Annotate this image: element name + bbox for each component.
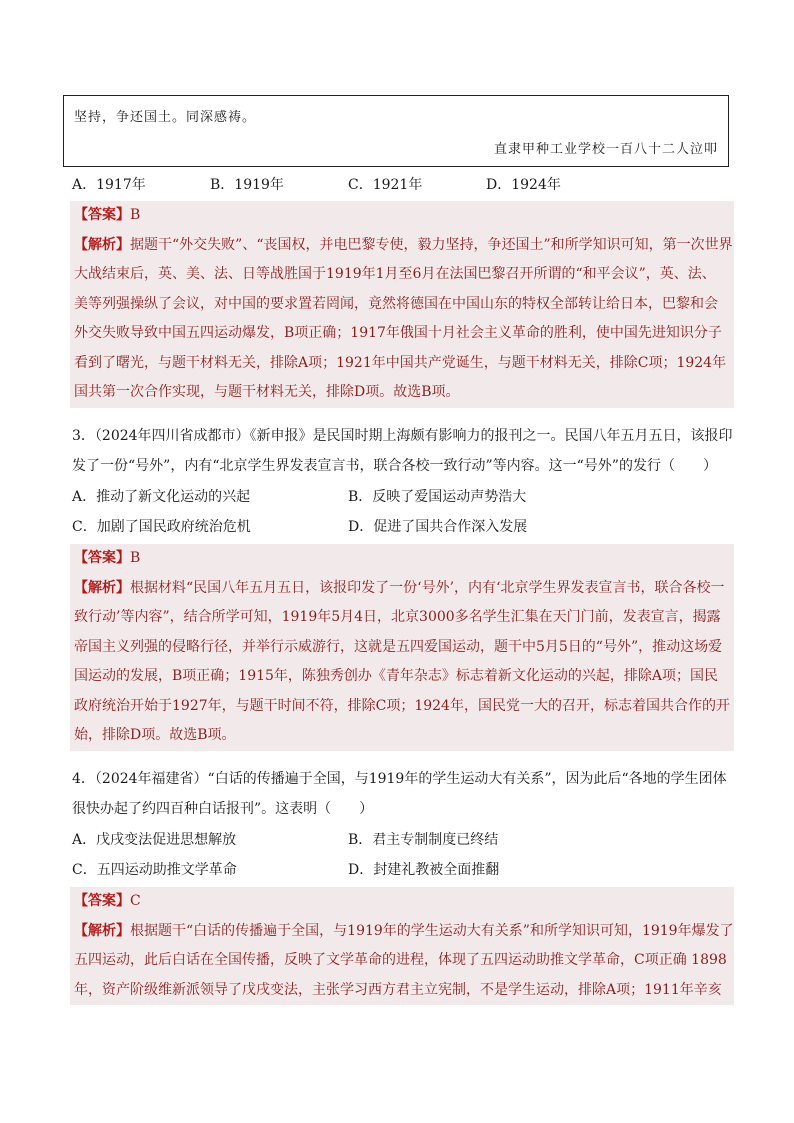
analysis-line: 【解析】根据题干“白话的传播遍于全国，与1919年的学生运动大有关系”和所学知识可知，1919年爆发了 [74, 922, 734, 939]
q4-stem-line: 4．（2024年福建省）“白话的传播遍于全国，与1919年的学生运动大有关系”，因为此后“各地的学生团体 [72, 771, 727, 787]
answer-label: 【答案】 [74, 207, 130, 223]
q2-option-c: C．1921年 [348, 177, 423, 193]
q2-option-a: A．1917年 [72, 177, 146, 193]
analysis-label: 【解析】 [74, 236, 130, 253]
q2-options [72, 173, 732, 197]
q3-option-d: D．促进了国共合作深入发展 [348, 519, 528, 535]
q4-answer-block [70, 887, 734, 1005]
q2-answer-block [70, 201, 734, 408]
q3-options-row1 [72, 485, 732, 509]
analysis-line: 大战结束后，英、美、法、日等战胜国于1919年1月至6月在法国巴黎召开所谓的“和平会议”，英、法、 [74, 266, 716, 282]
analysis-label: 【解析】 [74, 579, 130, 596]
q4-option-c: C．五四运动助推文学革命 [72, 862, 237, 878]
q2-option-d: D．1924年 [486, 177, 561, 193]
answer-label: 【答案】 [74, 893, 130, 909]
q3-stem-line: 3．（2024年四川省成都市）《新申报》是民国时期上海颇有影响力的报刊之一。民国八年五月五日，该报印 [72, 428, 733, 444]
answer-label: 【答案】 [74, 550, 130, 566]
analysis-label: 【解析】 [74, 922, 130, 939]
q4-options-row1 [72, 828, 732, 852]
analysis-line: 五四运动，此后白话在全国传播，反映了文学革命的进程，体现了五四运动助推文学革命，C项正确 1898 [74, 952, 727, 968]
q3-option-a: A．推动了新文化运动的兴起 [72, 489, 251, 505]
answer-value: C [130, 893, 141, 909]
q4-stem [72, 765, 732, 824]
q4-stem-line: 很快办起了约四百种白话报刊”。这表明（ ） [72, 800, 374, 817]
q4-answer-line [74, 887, 730, 917]
quote-box [63, 95, 729, 167]
q3-options-row2 [72, 515, 732, 539]
analysis-line: 看到了曙光，与题干材料无关，排除A项；1921年中国共产党诞生，与题干材料无关，排除C项；1924年 [74, 354, 727, 371]
quote-text: 坚持，争还国土。同深感祷。 [74, 110, 257, 125]
q4-option-a: A．戊戌变法促进思想解放 [72, 832, 237, 848]
analysis-line: 美等列强操纵了会议，对中国的要求置若罔闻，竟然将德国在中国山东的特权全部转让给日本，巴黎和会 [74, 295, 718, 312]
q4-option-d: D．封建礼教被全面推翻 [348, 862, 500, 878]
q4-options-row2 [72, 858, 732, 882]
answer-value: B [130, 207, 141, 223]
q2-option-b: B．1919年 [210, 177, 284, 193]
analysis-line: 【解析】根据材料“民国八年五月五日，该报印发了一份‘号外’，内有‘北京学生界发表宣言书，联合各校一 [74, 579, 725, 596]
analysis-line: 国共第一次合作实现，与题干材料无关，排除D项。故选B项。 [74, 384, 460, 400]
analysis-line: 政府统治开始于1927年，与题干时间不符，排除C项；1924年，国民党一大的召开，标志着国共合作的开 [74, 697, 730, 714]
analysis-line: 外交失败导致中国五四运动爆发，B项正确；1917年俄国十月社会主义革命的胜利，使中国先进知识分子 [74, 325, 722, 341]
answer-value: B [130, 550, 141, 566]
q3-answer-block [70, 544, 734, 751]
quote-signature: 直隶甲种工业学校一百八十二人泣叩 [493, 142, 718, 157]
q2-answer-line [74, 201, 730, 231]
analysis-line: 【解析】据题干“外交失败”、“丧国权，并电巴黎专使，毅力坚持，争还国土”和所学知识可知，第一次世界 [74, 236, 733, 253]
analysis-line: 始，排除D项。故选B项。 [74, 727, 236, 743]
q3-stem-line: 发了一份“号外”，内有“北京学生界发表宣言书，联合各校一致行动”等内容。这一“号外”的发行（ ） [72, 457, 717, 474]
q3-option-c: C．加剧了国民政府统治危机 [72, 519, 251, 535]
analysis-line: 年，资产阶级维新派领导了戊戌变法，主张学习西方君主立宪制，不是学生运动，排除A项；1911年辛亥 [74, 981, 722, 998]
q3-option-b: B．反映了爱国运动声势浩大 [348, 489, 527, 505]
q3-answer-line [74, 544, 730, 574]
q3-stem [72, 422, 732, 481]
analysis-line: 致行动’等内容”，结合所学可知，1919年5月4日，北京3000多名学生汇集在天门门前，发表宣言，揭露 [74, 609, 721, 625]
analysis-line: 国运动的发展，B项正确；1915年，陈独秀创办《青年杂志》标志着新文化运动的兴起，排除A项；国民 [74, 668, 719, 684]
analysis-line: 帝国主义列强的侵略行径，并举行示威游行，这就是五四爱国运动，题干中5月5日的“号外”，推动这场爱 [74, 638, 723, 655]
q4-option-b: B．君主专制制度已终结 [348, 832, 499, 848]
